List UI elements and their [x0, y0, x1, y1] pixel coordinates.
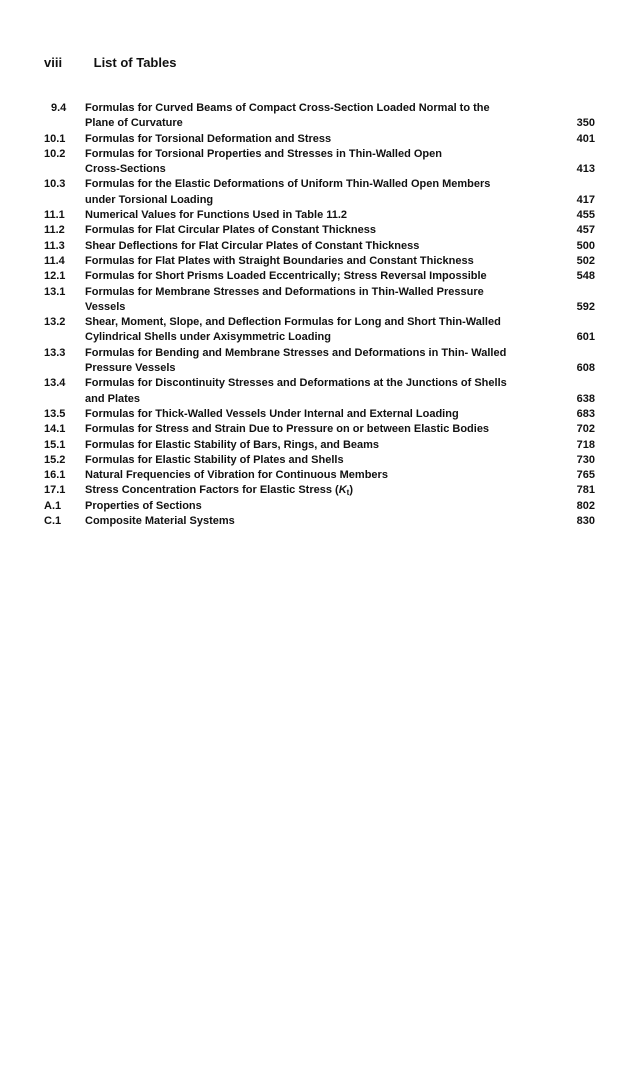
table-number: 13.2	[44, 316, 66, 329]
table-entry-13-3[interactable]	[44, 346, 595, 377]
page-header	[44, 55, 176, 70]
page-ref: 548	[576, 270, 595, 283]
page-ref: 401	[576, 132, 595, 145]
table-entry-11-4[interactable]	[44, 254, 595, 269]
page-ref: 601	[576, 331, 595, 344]
table-number: 10.3	[44, 178, 66, 191]
math-subscript: t	[346, 488, 350, 498]
table-title-line: Stress Concentration Factors for Elastic Stress $(K_t)$	[85, 484, 353, 498]
page-ref: 417	[576, 193, 595, 206]
table-number: 10.2	[44, 147, 66, 160]
table-entry-11-1[interactable]	[44, 208, 595, 223]
table-title-line: Natural Frequencies of Vibration for Continuous Members	[85, 469, 388, 482]
table-title-line: Formulas for Thick-Walled Vessels Under Internal and External Loading	[85, 407, 459, 420]
page-ref: 608	[576, 362, 595, 375]
math-symbol: K	[338, 484, 347, 497]
page-ref: 830	[576, 515, 595, 528]
table-entry-13-2[interactable]	[44, 315, 595, 346]
table-entry-c-1[interactable]	[44, 514, 595, 529]
page-ref: 457	[576, 224, 595, 237]
table-entry-14-1[interactable]	[44, 422, 595, 437]
table-number: A.1	[44, 499, 62, 512]
table-title-line: Pressure Vessels	[85, 362, 176, 375]
page-ref: 730	[576, 453, 595, 466]
table-number: 12.1	[44, 270, 66, 283]
table-number: 9.4	[51, 102, 67, 114]
table-entry-10-3[interactable]	[44, 177, 595, 208]
table-entry-15-1[interactable]	[44, 438, 595, 453]
table-title-line: Plane of Curvature	[85, 117, 183, 130]
page-ref: 455	[576, 209, 595, 222]
page-ref: 702	[576, 423, 595, 436]
page-title: List of Tables	[93, 55, 177, 70]
table-title-line: Formulas for Membrane Stresses and Deformations in Thin-Walled Pressure	[85, 285, 484, 298]
table-number: 13.1	[44, 285, 66, 298]
table-number: 15.1	[44, 438, 66, 451]
table-number: 17.1	[44, 484, 66, 497]
table-title-line: Shear Deflections for Flat Circular Plates of Constant Thickness	[85, 239, 420, 252]
table-number: C.1	[44, 515, 62, 528]
table-number: 11.1	[44, 209, 65, 222]
table-number: 11.2	[44, 224, 65, 237]
table-title-line: Formulas for Stress and Strain Due to Pressure on or between Elastic Bodies	[85, 423, 490, 436]
table-number: 13.4	[44, 377, 66, 390]
table-entry-11-3[interactable]	[44, 239, 595, 254]
page-ref: 350	[576, 117, 595, 130]
table-entry-12-1[interactable]	[44, 269, 595, 284]
table-title-line: Formulas for Torsional Deformation and Stress	[85, 132, 332, 145]
page-ref: 502	[576, 254, 595, 267]
table-number: 13.3	[44, 346, 66, 359]
page-ref: 413	[576, 163, 595, 176]
table-title-line: Numerical Values for Functions Used in Table 11.2	[85, 209, 348, 222]
page-ref: 781	[576, 484, 595, 497]
page-ref: 592	[576, 300, 595, 313]
page-number: viii	[44, 55, 63, 70]
page-ref: 683	[576, 407, 595, 420]
table-number: 11.4	[44, 254, 65, 267]
page-ref: 718	[576, 438, 595, 451]
table-entry-13-1[interactable]	[44, 285, 595, 316]
table-title-line: Formulas for Elastic Stability of Bars, Rings, and Beams	[85, 438, 380, 451]
table-title-line: Formulas for Elastic Stability of Plates and Shells	[85, 453, 344, 466]
table-entry-10-1[interactable]	[44, 132, 595, 147]
table-number: 10.1	[44, 132, 66, 145]
table-title-line: Cylindrical Shells under Axisymmetric Loading	[85, 331, 331, 344]
table-entry-9-4[interactable]	[44, 101, 595, 132]
table-entry-13-4[interactable]	[44, 376, 595, 407]
table-entry-15-2[interactable]	[44, 453, 595, 468]
page-ref: 802	[576, 499, 595, 512]
table-title-line: Formulas for Flat Circular Plates of Constant Thickness	[85, 224, 376, 237]
table-entry-13-5[interactable]	[44, 407, 595, 422]
table-number: 11.3	[44, 239, 65, 252]
table-entry-11-2[interactable]	[44, 223, 595, 238]
list-of-tables	[44, 101, 595, 529]
table-number: 15.2	[44, 453, 66, 466]
page-ref: 765	[576, 469, 595, 482]
page-ref: 500	[576, 239, 595, 252]
table-title-line: and Plates	[85, 392, 141, 405]
table-title-line: Vessels	[85, 300, 126, 313]
table-title-line: Formulas for the Elastic Deformations of Uniform Thin-Walled Open Members	[85, 178, 491, 191]
table-title-line: Formulas for Torsional Properties and Stresses in Thin-Walled Open	[85, 147, 442, 160]
table-title-line: Properties of Sections	[85, 499, 202, 512]
table-title-line: Formulas for Curved Beams of Compact Cross-Section Loaded Normal to the	[85, 102, 490, 114]
table-entry-16-1[interactable]	[44, 468, 595, 483]
table-title-line: Formulas for Bending and Membrane Stresses and Deformations in Thin- Walled	[85, 346, 507, 359]
table-entry-10-2[interactable]	[44, 147, 595, 178]
table-number: 16.1	[44, 469, 66, 482]
table-entry-a-1[interactable]	[44, 499, 595, 514]
table-title-line: Formulas for Discontinuity Stresses and Deformations at the Junctions of Shells	[85, 377, 507, 390]
table-title-line: Formulas for Short Prisms Loaded Eccentrically; Stress Reversal Impossible	[85, 270, 487, 283]
table-entry-17-1[interactable]	[44, 483, 595, 498]
table-title-line: Shear, Moment, Slope, and Deflection Formulas for Long and Short Thin-Walled	[85, 316, 501, 329]
table-number: 14.1	[44, 423, 66, 436]
table-title-line: under Torsional Loading	[85, 193, 214, 206]
page-ref: 638	[576, 392, 595, 405]
table-title-line: Composite Material Systems	[85, 515, 235, 528]
table-title-line: Cross-Sections	[85, 163, 166, 176]
table-title-line: Formulas for Flat Plates with Straight Boundaries and Constant Thickness	[85, 254, 474, 267]
table-number: 13.5	[44, 407, 66, 420]
